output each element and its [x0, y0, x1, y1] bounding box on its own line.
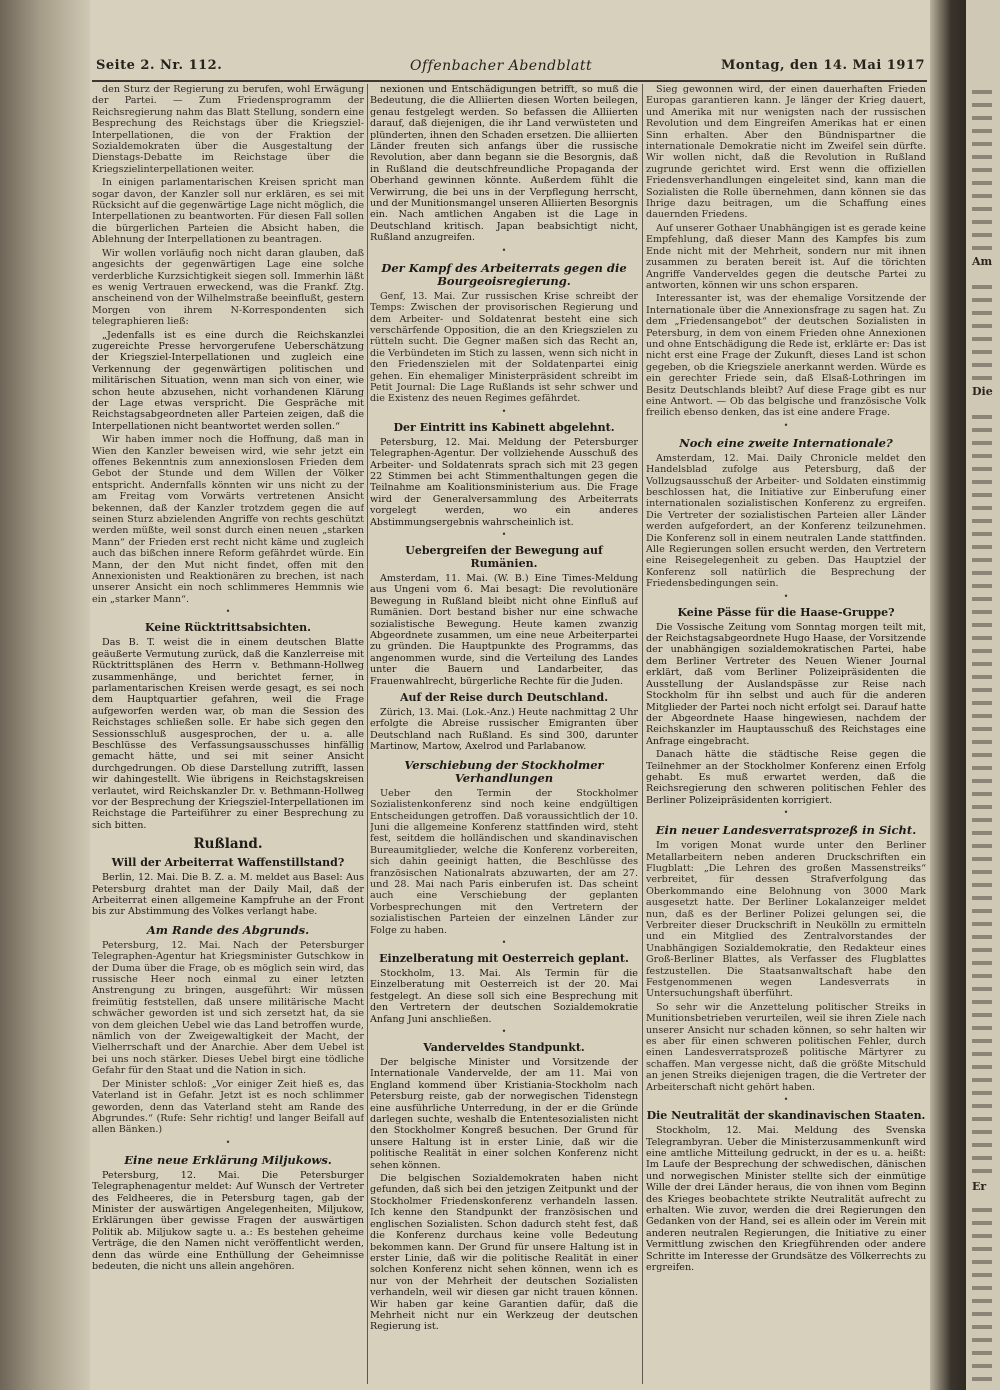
next-page-text-line	[972, 1000, 992, 1004]
separator: •	[783, 1095, 789, 1105]
next-page-text-line	[972, 1169, 992, 1173]
next-page-text-line	[972, 1312, 992, 1316]
next-page-text-line	[972, 129, 992, 133]
article-headline: Der Kampf des Arbeiterrats gegen die Bourgeoisregierung.	[381, 260, 627, 288]
next-page-text-line	[972, 1013, 992, 1017]
next-page-text-line	[972, 922, 992, 926]
next-page-text-line	[972, 324, 992, 328]
article-headline: Die Neutralität der skandinavischen Staaten.	[646, 1109, 926, 1123]
next-page-text-line	[972, 363, 992, 367]
next-page-text-line	[972, 1143, 992, 1147]
next-page-text-line	[972, 142, 992, 146]
article-text: Auf unserer Gothaer Unabhängigen ist es gerade keine Empfehlung, daß dieser Mann des Kampfes bis zum Ende nicht mit der Mehrheit, sondern nur mit ihnen zusammen zu beraten bereit ist. Auf die törichten Angriffe Vanderveldes gegen die deutsche Partei zu antworten, können wir uns schon ersparen.	[646, 222, 926, 291]
next-page-text-line	[972, 597, 992, 601]
next-page-text-line	[972, 1260, 992, 1264]
next-page-text-line	[972, 896, 992, 900]
article-text: nexionen und Entschädigungen betrifft, so muß die Bedeutung, die die Alliierten diesen Worten beilegen, genau festgelegt werden. So befassen die Alliierten darauf, daß diejenigen, die ihr Land verwüsteten und plünderten, ihnen den Schaden ersetzen. Die alliierten Länder freuten sich anfangs über die russische Revolution, aber dann begann sie die Besorgnis, daß in Rußland die deutschfreundliche Propaganda der Oberhand gewinnen könnte. Außerdem fühlt die Verwirrung, die bei uns in der Verpflegung herrscht, und der Munitionsmangel unseren Alliierten Besorgnis ein. Nach amtlichen Angaben ist die Lage in Deutschland kritisch. Japan beabsichtigt nicht, Rußland anzugreifen.	[370, 84, 638, 244]
article-text: Im vorigen Monat wurde unter den Berliner Metallarbeitern neben anderen Druckschriften ein Flugblatt: „Die Lehren des großen Massenstreiks“ verbreitet, für dessen Strafverfolgung das Oberkommando eine Belohnung von 3000 Mark ausgesetzt hatte. Der Berliner Lokalanzeiger meldet nun, daß es der Berliner Polizei gelungen sei, die Verbreiter dieser Druckschrift in Neukölln zu ermitteln und ein Mitglied des Zentralvorstandes der Unabhängigen Sozialdemokratie, den Redakteur eines Groß-Berliner Blattes, als Verfasser des Flugblattes festzustellen. Die Staatsanwaltschaft habe den Festgenommenen wegen Landesverrats in Untersuchungshaft überführt.	[646, 840, 926, 1000]
article-headline: Will der Arbeiterrat Waffenstillstand?	[111, 856, 345, 870]
article-text: Amsterdam, 12. Mai. Daily Chronicle meldet den Handelsblad zufolge aus Petersburg, daß der Vollzugsausschuß der Arbeiter- und Soldaten einstimmig beschlossen hat, die Initiative zur Einberufung einer internationalen sozialistischen Konferenz zu ergreifen. Die Vertreter der sozialistischen Parteien aller Länder werden aufgefordert, an der Konferenz teilzunehmen. Die Konferenz soll in einem neutralen Lande stattfinden. Alle Regierungen sollen ersucht werden, den Vertretern eine Reisegelegenheit zu geben. Das Hauptziel der Konferenz soll natürlich die Besprechung der Friedensbedingungen sein.	[646, 452, 926, 590]
next-page-text-line	[972, 870, 992, 874]
next-page-text-line	[972, 493, 992, 497]
book-gutter	[930, 0, 968, 1390]
article-text: Petersburg, 12. Mai. Die Petersburger Telegraphenagentur meldet: Auf Wunsch der Vertreter des Feldheeres, die in Petersburg tagen, gab der Minister der auswärtigen Angelegenheiten, Miljukow, Erklärungen über gewisse Fragen der auswärtigen Politik ab. Miljukow sagte u. a.: Es bestehen geheime Verträge, die den Namen nicht veröffentlicht werden, denn das würde eine Enthüllung der Geheimnisse bedeuten, die nicht uns allein angehören.	[92, 1169, 364, 1272]
page-header	[92, 58, 927, 82]
next-page-text-line	[972, 1078, 992, 1082]
next-page-text-line	[972, 883, 992, 887]
separator: •	[225, 1137, 231, 1147]
article-text: Die Vossische Zeitung vom Sonntag morgen teilt mit, der Reichstagsabgeordnete Hugo Haase, der Vorsitzende der unabhängigen sozialdemokratischen Partei, habe dem Berliner Vertreter des Neuen Wiener Journal erklärt, daß vom Berliner Polizeipräsidenten die Ausstellung der Auslandspässe zur Reise nach Stockholm für ihn selbst und auch für die anderen Mitglieder der Partei noch nicht erfolgt sei. Darauf hatte der Abgeordnete Haase hingewiesen, nachdem der Reichskanzler im Hauptausschuß des Reichstages eine Anfrage eingebracht.	[646, 621, 926, 747]
next-page-text-line	[972, 1234, 992, 1238]
article-headline: Am Rande des Abgrunds.	[146, 922, 310, 937]
separator: •	[501, 245, 507, 255]
article-text: Zürich, 13. Mai. (Lok.-Anz.) Heute nachmittag 2 Uhr erfolgte die Abreise russischer Emigranten über Deutschland nach Rußland. Es sind 300, darunter Martinow, Martow, Axelrod und Parlabanow.	[370, 707, 638, 753]
next-page-text-line	[972, 1325, 992, 1329]
next-page-text-line	[972, 571, 992, 575]
next-page-text-line	[972, 246, 992, 250]
next-page-text-line	[972, 792, 992, 796]
article-text: Der belgische Minister und Vorsitzende der Internationale Vandervelde, der am 11. Mai von England kommend über Kristiania-Stockholm nach Petersburg reiste, gab der norwegischen Tidenstegn eine ausführliche Unterredung, in der er die Gründe darlegen suchte, weshalb die Ententesozialisten nicht den Stockholmer Kongreß besuchen. Der Grund für unsere Haltung ist in erster Linie, daß wir die politische Realität in einer solchen Konferenz nicht sehen können.	[370, 1057, 638, 1171]
next-page-text-line	[972, 376, 992, 380]
next-page-text-line	[972, 181, 992, 185]
article-headline: Verschiebung der Stockholmer Verhandlungen	[404, 757, 604, 785]
next-page-text-line	[972, 844, 992, 848]
article-headline: Keine Pässe für die Haase-Gruppe?	[677, 605, 895, 619]
next-page-text-line	[972, 1273, 992, 1277]
next-page-text-line	[972, 480, 992, 484]
next-page-edge	[966, 0, 1000, 1390]
next-page-text-line	[972, 688, 992, 692]
separator: •	[501, 406, 507, 416]
next-page-text-line	[972, 454, 992, 458]
article-headline: Eine neue Erklärung Miljukows.	[124, 1152, 332, 1167]
next-page-text-line	[972, 337, 992, 341]
article-text: Interessanter ist, was der ehemalige Vorsitzende der Internationale über die Annexionsfrage zu sagen hat. Zu dem „Friedensangebot“ der deutschen Sozialisten in Petersburg, in dem von einem Frieden ohne Annexionen und ohne Entschädigung die Rede ist, erklärte er: Das ist nicht erst eine Frage der Zukunft, dieses Land ist schon gegeben, ob die Kriegsziele anerkannt werden. Würde es ein gerechter Friede sein, daß Elsaß-Lothringen im Besitz Deutschlands bleibt? Auf diese Frage gibt es nur eine Antwort. — Ob das belgische und französische Volk freilich ebenso denken, das ist eine andere Frage.	[646, 293, 926, 419]
next-page-text-line	[972, 1091, 992, 1095]
separator: •	[501, 1027, 507, 1036]
article-text: Genf, 13. Mai. Zur russischen Krise schreibt der Temps: Zwischen der provisorischen Regierung und dem Arbeiter- und Soldatenrat besteht eine sich verschärfende Opposition, die an den Kriegszielen zu rütteln sucht. Die Gegner maßen sich das Recht an, die Verbündeten im Stich zu lassen, wenn sich nicht in den Friedenszielen mit der Soldatenpartei einig gehen. Ein ehemaliger Ministerpräsident schreibt im Petit Journal: Die Lage Rußlands ist sehr schwer und die Existenz des neuen Regimes gefährdet.	[370, 290, 638, 405]
next-page-text-line	[972, 623, 992, 627]
next-page-fragment: Am	[972, 255, 993, 268]
next-page-text-line	[972, 961, 992, 965]
next-page-text-line	[972, 467, 992, 471]
next-page-text-line	[972, 1130, 992, 1134]
next-page-text-line	[972, 909, 992, 913]
article-text: Sieg gewonnen wird, der einen dauerhaften Frieden Europas garantieren kann. Je länger der Krieg dauert, und Amerika mit nur wenigsten nach der russischen Revolution und dem Eingreifen Amerikas hat er einen Sinn erhalten. Aber den Bündnispartner die internationale Demokratie nicht im Zweifel sein dürfte. Wir wollen nicht, daß die Revolution in Rußland zugrunde gerichtet wird. Erst wenn die offiziellen Friedensverhandlungen eingeleitet sind, kann man die Sozialisten die Rolle übernehmen, dann können sie das Ihrige dazu beitragen, um die Schaffung eines dauernden Friedens.	[646, 84, 926, 221]
next-page-text-line	[972, 1156, 992, 1160]
article-text: Petersburg, 12. Mai. Nach der Petersburger Telegraphen-Agentur hat Kriegsminister Gutschkow in der Duma über die Frage, ob es möglich sein wird, das russische Heer noch einmal zu einer letzten Anstrengung zu bringen, ausgeführt: Wir müssen freimütig feststellen, daß unsere militärische Macht schwächer geworden ist und sich zersetzt hat, da sie von dem gleichen Uebel wie das Land betroffen wurde, nämlich von der Zweigewaltigkeit der Macht, der Vielherrschaft und der Anarchie. Aber dem Uebel ist bei uns noch stärker. Dieses Uebel birgt eine tödliche Gefahr für den Staat und die Nation in sich.	[92, 939, 364, 1077]
next-page-text-line	[972, 194, 992, 198]
next-page-text-line	[972, 662, 992, 666]
article-headline: Uebergreifen der Bewegung auf Rumänien.	[405, 544, 603, 570]
next-page-text-line	[972, 753, 992, 757]
next-page-text-line	[972, 1117, 992, 1121]
article-text: Ueber den Termin der Stockholmer Sozialistenkonferenz sind noch keine endgültigen Entscheidungen getroffen. Daß voraussichtlich der 10. Juni die allgemeine Konferenz stattfinden wird, steht fest, seitdem die holländischen und skandinavischen Bureaumitglieder, welche die Konferenz vorbereiten, sich dahin geeinigt hatten, die Beschlüsse des französischen Nationalrats abzuwarten, der am 27. und 28. Mai nach Paris einberufen ist. Das scheint auch eine Verschiebung der geplanten Vorbesprechungen mit den Vertretern der sozialistischen Parteien der einzelnen Länder zur Folge zu haben.	[370, 787, 638, 936]
next-page-text-line	[972, 1026, 992, 1030]
next-page-text-line	[972, 1221, 992, 1225]
next-page-text-line	[972, 1286, 992, 1290]
column-3	[646, 84, 926, 1384]
next-page-text-line	[972, 948, 992, 952]
next-page-text-line	[972, 766, 992, 770]
article-text: Der Minister schloß: „Vor einiger Zeit hieß es, das Vaterland ist in Gefahr. Jetzt ist es noch schlimmer geworden, denn das Vaterland steht am Rande des Abgrundes.“ (Rufe: Sehr richtig! und langer Beifall auf allen Bänken.)	[92, 1078, 364, 1136]
article-quote: „Jedenfalls ist es eine durch die Reichskanzlei zugereichte Presse hervorgerufene Ueberschätzung der Kriegsziel-Interpellationen und zugleich eine Verkennung der gegenwärtigen politischen und militärischen Situation, wenn man sich von einer, wie schon heute abzusehen, nicht vorhandenen Klärung der Lage etwas verspricht. Die Gespräche mit Reichstagsabgeordneten aller Parteien zeigen, daß die Interpellationen nicht beantwortet werden sollen.“	[92, 329, 364, 432]
issue-date: Montag, den 14. Mai 1917	[720, 58, 925, 73]
separator: •	[783, 420, 789, 430]
next-page-text-line	[972, 103, 992, 107]
next-page-text-line	[972, 1351, 992, 1355]
next-page-text-line	[972, 220, 992, 224]
next-page-fragment: Er	[972, 1180, 987, 1193]
column-1	[92, 84, 364, 1384]
next-page-text-line	[972, 584, 992, 588]
next-page-text-line	[972, 116, 992, 120]
article-text: So sehr wir die Anzettelung politischer Streiks in Munitionsbetrieben verurteilen, weil sie ihren Ziele nach unserer Ansicht nur schaden können, so sehr halten wir es aber für einen schweren politischen Fehler, durch einen Landesverratsprozeß politische Märtyrer zu schaffen. Man vergesse nicht, daß die größte Mitschuld an jenen Streiks diejenigen tragen, die die Vertreter der Arbeiterschaft nicht gehört haben.	[646, 1001, 926, 1093]
column-rule	[642, 84, 643, 1384]
article-text: den Sturz der Regierung zu berufen, wohl Erwägung der Partei. — Zum Friedensprogramm der Reichsregierung nahm das Blatt Stellung, sondern eine Besprechung des Reichstags über die Kriegsziel-Interpellationen, die von der Fraktion der Sozialdemokraten über die Ausgestaltung der Dienstags-Debatte im Reichstage über die Kriegszielinterpellationen weiter.	[92, 84, 364, 175]
next-page-text-line	[972, 168, 992, 172]
separator: •	[501, 937, 507, 947]
next-page-text-line	[972, 90, 992, 94]
page-binding-shadow	[0, 0, 90, 1390]
next-page-text-line	[972, 987, 992, 991]
article-text: In einigen parlamentarischen Kreisen spricht man sogar davon, der Kanzler soll nur erklären, es sei mit Rücksicht auf die gegenwärtige Lage nicht möglich, die Interpellationen zu beantworten. Für diesen Fall sollen die bürgerlichen Parteien die Absicht haben, die Ablehnung der Interpellationen zu beantragen.	[92, 177, 364, 246]
next-page-text-line	[972, 1247, 992, 1251]
next-page-text-line	[972, 701, 992, 705]
next-page-text-line	[972, 1377, 992, 1381]
article-text: Petersburg, 12. Mai. Meldung der Petersburger Telegraphen-Agentur. Der vollziehende Ausschuß des Arbeiter- und Soldatenrats sprach sich mit 23 gegen 22 Stimmen bei acht Stimmenthaltungen gegen die Teilnahme am Koalitionsministerium aus. Die Frage wird der Generalversammlung des Arbeiterrats vorgelegt werden, wo ein anderes Abstimmungsergebnis wahrscheinlich ist.	[370, 436, 638, 528]
next-page-text-line	[972, 532, 992, 536]
next-page-text-line	[972, 506, 992, 510]
next-page-text-line	[972, 727, 992, 731]
section-heading: Rußland.	[193, 836, 263, 853]
article-headline: Der Eintritt ins Kabinett abgelehnt.	[393, 420, 615, 434]
article-headline: Keine Rücktrittsabsichten.	[145, 621, 311, 635]
next-page-text-line	[972, 935, 992, 939]
next-page-text-line	[972, 831, 992, 835]
newspaper-title: Offenbacher Abendblatt	[410, 58, 593, 74]
next-page-text-line	[972, 974, 992, 978]
next-page-text-line	[972, 1104, 992, 1108]
next-page-text-line	[972, 779, 992, 783]
article-headline: Noch eine zweite Internationale?	[679, 435, 893, 450]
next-page-text-line	[972, 1039, 992, 1043]
next-page-text-line	[972, 818, 992, 822]
next-page-text-line	[972, 311, 992, 315]
next-page-fragment: Die	[972, 385, 993, 398]
column-rule	[367, 84, 368, 1384]
next-page-text-line	[972, 714, 992, 718]
next-page-text-line	[972, 857, 992, 861]
next-page-text-line	[972, 1364, 992, 1368]
article-text: Stockholm, 12. Mai. Meldung des Svenska Telegrambyran. Ueber die Ministerzusammenkunft wird eine amtliche Mitteilung gedruckt, in der es u. a. heißt: Im Laufe der Besprechung der schwedischen, dänischen und norwegischen Minister stellte sich der einmütige Wille der drei Länder heraus, die von ihnen vom Beginn des Krieges beobachtete strikte Neutralität aufrecht zu erhalten. Wie zuvor, werden die drei Regierungen den Gedanken von der Hand, sei es allein oder im Verein mit anderen neutralen Regierungen, die Initiative zu einer Vermittlung zwischen den Kriegführenden oder andere Schritte im Interesse der Grundsätze des Völkerrechts zu ergreifen.	[646, 1125, 926, 1273]
next-page-text-line	[972, 298, 992, 302]
article-headline: Vanderveldes Standpunkt.	[423, 1041, 585, 1054]
next-page-text-line	[972, 545, 992, 549]
separator: •	[501, 530, 507, 539]
article-text: Das B. T. weist die in einem deutschen Blatte geäußerte Vermutung zurück, daß die Kanzlerreise mit Rücktrittsplänen des Herrn v. Bethmann-Hollweg zusammenhänge, und berichtet ferner, in parlamentarischen Kreisen werde gesagt, es sei noch dem Hauptquartier gefahren, weil die Frage aufgeworfen werden war, ob man die Session des Reichstages schließen solle. Er habe sich gegen den Sessionsschluß ausgesprochen, der u. a. alle Beschlüsse des Verfassungsausschusses hinfällig gemacht hätte, und sei mit seiner Ansicht durchgedrungen. Ob diese Darstellung zutrifft, lassen wir dahingestellt. Wie übrigens in Reichstagskreisen verlautet, wird Reichskanzler Dr. v. Bethmann-Hollweg vor der Besprechung der Kriegsziel-Interpellationen im Reichstage die Parteiführer zu einer Besprechung zu sich bitten.	[92, 637, 364, 831]
next-page-text-line	[972, 805, 992, 809]
article-headline: Ein neuer Landesverratsprozeß in Sicht.	[655, 823, 917, 838]
next-page-text-line	[972, 207, 992, 211]
next-page-text-line	[972, 675, 992, 679]
article-headline: Auf der Reise durch Deutschland.	[399, 691, 609, 705]
next-page-text-line	[972, 1208, 992, 1212]
next-page-text-line	[972, 519, 992, 523]
next-page-text-line	[972, 610, 992, 614]
separator: •	[783, 808, 789, 818]
next-page-text-line	[972, 233, 992, 237]
next-page-text-line	[972, 636, 992, 640]
next-page-text-line	[972, 1065, 992, 1069]
article-text: Danach hätte die städtische Reise gegen die Teilnehmer an der Stockholmer Konferenz einen Erfolg gehabt. Es muß erwartet werden, daß die Reichsregierung den schweren politischen Fehler des Berliner Polizeipräsidenten korrigiert.	[646, 749, 926, 806]
next-page-text-line	[972, 558, 992, 562]
next-page-text-line	[972, 285, 992, 289]
column-2	[370, 84, 638, 1384]
next-page-text-line	[972, 649, 992, 653]
article-text: Wir wollen vorläufig noch nicht daran glauben, daß angesichts der gegenwärtigen Lage eine solche verderbliche Kurzsichtigkeit siegen soll. Immerhin läßt es wenig Vertrauen erweckend, was die Frankf. Ztg. anscheinend von der Wilhelmstraße beeinflußt, gestern Morgen von ihrem N-Korrespondenten sich telegraphieren ließ:	[92, 247, 364, 328]
next-page-text-line	[972, 350, 992, 354]
next-page-text-line	[972, 1052, 992, 1056]
next-page-text-line	[972, 415, 992, 419]
article-text: Berlin, 12. Mai. Die B. Z. a. M. meldet aus Basel: Aus Petersburg drahtet man der Daily Mail, daß der Arbeiterrat einen allgemeine Kampfruhe an der Front bis zur Abstimmung des Volkes verlangt habe.	[92, 872, 364, 918]
article-text: Amsterdam, 11. Mai. (W. B.) Eine Times-Meldung aus Ungeni vom 6. Mai besagt: Die revolutionäre Bewegung in Rußland bleibt nicht ohne Einfluß auf Rumänien. Dort bestand bisher nur eine schwache sozialistische Bewegung. Heute kamen zwanzig Abgeordnete zusammen, um eine neue Arbeiterpartei zu gründen. Die Hauptpunkte des Programms, das angenommen wurde, sind die Verteilung des Landes unter die Bauern und Landarbeiter, das Frauenwahlrecht, bürgerliche Rechte für die Juden.	[370, 573, 638, 687]
separator: •	[783, 591, 789, 601]
next-page-text-line	[972, 1338, 992, 1342]
article-text: Stockholm, 13. Mai. Als Termin für die Einzelberatung mit Oesterreich ist der 20. Mai festgelegt. An diese soll sich eine Besprechung mit den Vertretern der deutschen Sozialdemokratie Anfang Juni anschließen.	[370, 967, 638, 1025]
page-number: Seite 2. Nr. 112.	[96, 58, 223, 73]
next-page-text-line	[972, 441, 992, 445]
next-page-text-line	[972, 428, 992, 432]
separator: •	[225, 607, 231, 617]
article-text: Die belgischen Sozialdemokraten haben nicht gefunden, daß sich bei den jetzigen Zeitpunkt und der Stockholmer Friedenskonferenz verhandeln lassen. Ich kenne den Standpunkt der französischen und englischen Sozialisten. Schon dadurch steht fest, daß die Konferenz durchaus keine volle Bedeutung bekommen kann. Der Grund für unsere Haltung ist in erster Linie, daß wir die politische Realität in einer solchen Konferenz nicht sehen können, wenn ich es nur von der Mehrheit der deutschen Sozialisten verhandeln, weil wir diesen gar nicht trauen können. Wir haben gar keine Garantien dafür, daß die Mehrheit nicht nur ein Werkzeug der deutschen Regierung ist.	[370, 1173, 638, 1333]
next-page-text-line	[972, 1299, 992, 1303]
article-text: Wir haben immer noch die Hoffnung, daß man in Wien den Kanzler beweisen wird, wie sehr jetzt ein offenes Bekenntnis zum annexionslosen Frieden dem Gebot der Stunde und dem Willen der Völker entspricht. Andernfalls könnten wir uns nicht zu der am Freitag vom Vorwärts vertretenen Ansicht bekennen, daß der Kanzler trotzdem gegen die auf seinen Sturz abzielenden Angriffe von rechts geschützt werden müßte, weil sonst durch einen neuen „starken Mann“ der Frieden erst recht nicht käme und zugleich auch das bißchen innere Reform gefährdet würde. Ein Mann, der den Mut nicht findet, offen mit den Annexionisten und Reaktionären zu brechen, ist nach unserer Ansicht ein noch schlimmeres Hemmnis wie ein „starker Mann“.	[92, 434, 364, 605]
next-page-text-line	[972, 740, 992, 744]
next-page-text-line	[972, 155, 992, 159]
article-headline: Einzelberatung mit Oesterreich geplant.	[379, 951, 629, 965]
